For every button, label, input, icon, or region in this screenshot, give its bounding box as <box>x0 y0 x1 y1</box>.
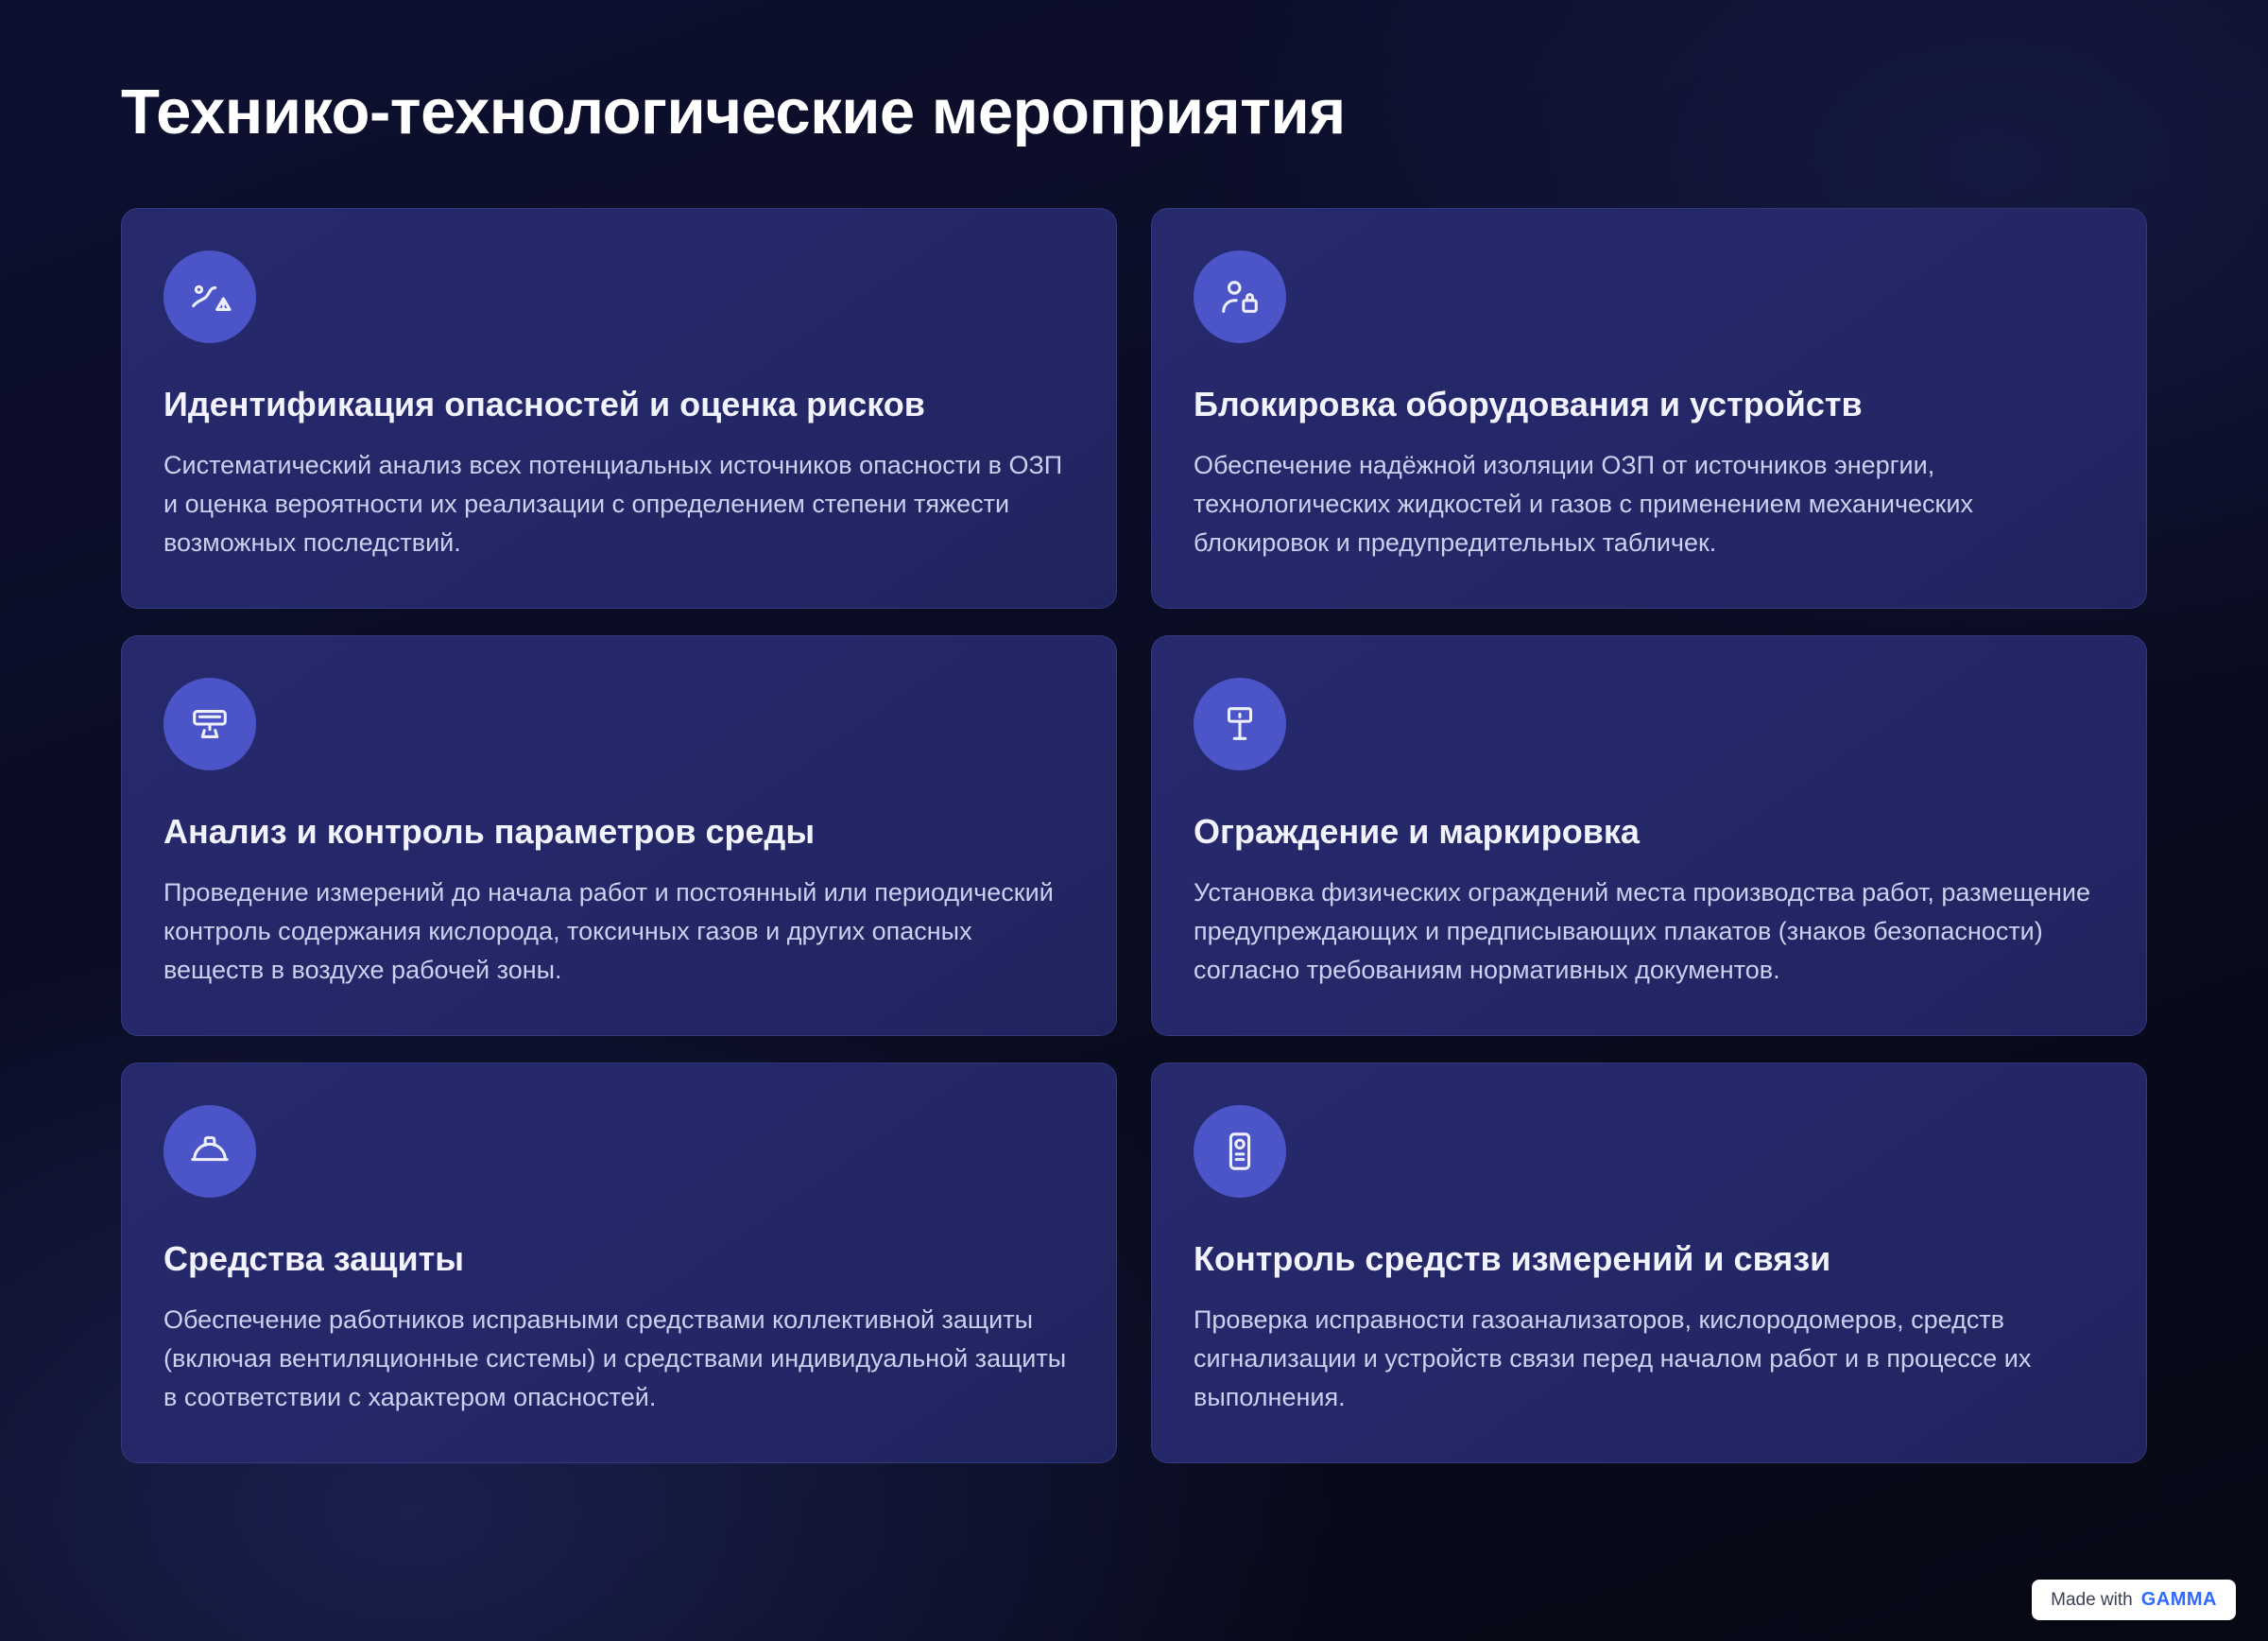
card-title: Средства защиты <box>163 1238 465 1278</box>
card-text: Обеспечение надёжной изоляции ОЗП от источников энергии, технологических жидкостей и газов с применением механических блокировок и предупредительных табличек. <box>1194 450 1973 557</box>
gamma-logo: GAMMA <box>2140 1589 2217 1610</box>
card-text: Систематический анализ всех потенциальных источников опасности в ОЗП и оценка вероятности их реализации с определением степени тяжести возможных последствий. <box>163 450 1063 557</box>
made-with-gamma-badge[interactable] <box>2032 1580 2236 1620</box>
card-hazard-risk[interactable] <box>121 208 1117 609</box>
card-environment-monitoring[interactable] <box>121 635 1117 1036</box>
card-title: Анализ и контроль параметров среды <box>163 811 816 851</box>
card-title: Контроль средств измерений и связи <box>1194 1238 1831 1278</box>
card-measuring-communication[interactable] <box>1151 1062 2147 1463</box>
person-lock-icon <box>1194 250 1286 343</box>
hazard-risk-icon <box>163 250 256 343</box>
card-text: Проведение измерений до начала работ и постоянный или периодический контроль содержания кислорода, токсичных газов и других опасных веществ в воздухе рабочей зоны. <box>163 877 1054 984</box>
cards-grid <box>121 208 2147 1463</box>
page-title: Технико-технологические мероприятия <box>121 77 1346 147</box>
badge-label: Made with <box>2051 1589 2133 1610</box>
air-monitor-icon <box>163 678 256 770</box>
card-text: Установка физических ограждений места производства работ, размещение предупреждающих и предписывающих плакатов (знаков безопасности) согласно требованиям нормативных документов. <box>1194 877 2090 984</box>
card-title: Блокировка оборудования и устройств <box>1194 384 1863 423</box>
card-barriers-marking[interactable] <box>1151 635 2147 1036</box>
card-equipment-lockout[interactable] <box>1151 208 2147 609</box>
helmet-icon <box>163 1105 256 1198</box>
sign-post-icon <box>1194 678 1286 770</box>
card-protective-equipment[interactable] <box>121 1062 1117 1463</box>
card-text: Проверка исправности газоанализаторов, кислородомеров, средств сигнализации и устройств связи перед началом работ и в процессе их выполнения. <box>1194 1304 2032 1411</box>
card-title: Идентификация опасностей и оценка рисков <box>163 384 925 423</box>
card-title: Ограждение и маркировка <box>1194 811 1640 851</box>
gas-detector-icon <box>1194 1105 1286 1198</box>
card-text: Обеспечение работников исправными средствами коллективной защиты (включая вентиляционные системы) и средствами индивидуальной защиты в соответствии с характером опасностей. <box>163 1304 1067 1411</box>
